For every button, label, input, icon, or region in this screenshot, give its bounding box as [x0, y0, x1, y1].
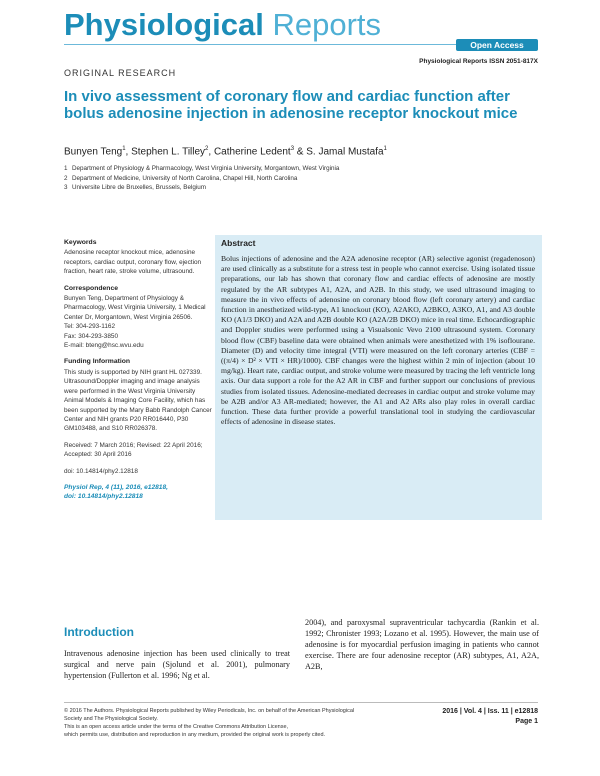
volume-info: 2016 | Vol. 4 | Iss. 11 | e12818: [442, 708, 538, 715]
abstract-text: Bolus injections of adenosine and the A2A adenosine receptor (AR) selective agonist (regadenoson) are used clinically as a substitute for a stress test in people who cannot exercise. Using isolated tissue preparations, our lab has shown that coronary flow and cardiac effects of adenosine are mostly regulated by the AR subtypes A1, A2A, and A2B. In this study, we used ultrasound imaging to measure the in vivo effects of adenosine on coronary blood flow (left coronary artery) and cardiac function in anesthetized wild-type, A1 knockout (KO), A2AKO, A2BKO, A3KO, A1, and A3 double KO (A1/3 DKO) and A2A and A2B double KO (A2A/2B DKO) mice in real time. Echocardiographic and Doppler studies were performed using a Visualsonic Vevo 2100 ultrasound system. Coronary blood flow (CBF) baseline data were obtained when animals were anesthetized with 1% isoflourane. Diameter (D) and velocity time integral (VTI) were measured on the left coronary arteries (CBF = ((π/4) × D² × VTI × HR)/1000). CBF changes were the highest within 2 min of injection (about 10 mg/kg). Heart rate, cardiac output, and stroke volume were measured by tracing the left ventricle long axis. Our data support a role for the A2 AR in CBF and further support our conclusions of previous studies from isolated tissues. Adenosine-mediated decreases in cardiac output and stroke volume may be A2B and/or A3 AR-mediated; however, the A1 and A2 ARs also play roles in overall cardiac function. These data further provide a powerful translational tool in studying the cardiovascular effects of adenosine in disease states.: [221, 254, 535, 427]
journal-title: [64, 8, 381, 42]
copyright: © 2016 The Authors. Physiological Reports published by Wiley Periodicals, Inc. on behalf of the American Physiological Society and The Physiological Society.: [64, 708, 355, 722]
body-column-right: 2004), and paroxysmal supraventricular tachycardia (Rankin et al. 1992; Chronister 1993; Lozano et al. 1995). However, the main use of adenosine is for myocardial perfusion imaging in patients who cannot exercise. There are four adenosine receptor (AR) subtypes, A1, A2A, A2B,: [305, 618, 539, 671]
abstract-heading: Abstract: [221, 238, 256, 248]
doi-link[interactable]: doi: 10.14814/phy2.12818: [64, 467, 138, 475]
license-line: This is an open access article under the terms of the Creative Commons Attribution License,: [64, 724, 289, 730]
citation-doi-link[interactable]: doi: 10.14814/phy2.12818: [64, 493, 143, 501]
author: Bunyen Teng: [64, 146, 123, 158]
correspondence: Bunyen Teng, Department of Physiology & Pharmacology, West Virginia University, 1 Medical Center Dr, Morgantown, West Virginia 26506.: [64, 295, 206, 321]
email-link[interactable]: E-mail: bteng@hsc.wvu.edu: [64, 342, 144, 350]
article-title: In vivo assessment of coronary flow and cardiac function after bolus adenosine injection in adenosine receptor knockout mice: [64, 88, 518, 122]
keywords-heading: Keywords: [64, 239, 97, 246]
fax: Fax: 304-293-3850: [64, 332, 119, 340]
affiliation: 2 Department of Medicine, University of North Carolina, Chapel Hill, North Carolina: [64, 174, 298, 182]
author-list: Bunyen Teng$^1$, Stephen L. Tilley$^2$, Catherine Ledent$^3$ & S. Jamal Mustafa$^1$: [64, 146, 387, 158]
correspondence-heading: Correspondence: [64, 284, 119, 292]
citation-line: Physiol Rep, 4 (11), 2016, e12818,: [64, 483, 168, 491]
affiliation: 3 Universite Libre de Bruxelles, Brussels, Belgium: [64, 184, 207, 191]
body-column-left: Intravenous adenosine injection has been used clinically to treat surgical and nerve pain (Sjolund et al. 2001), pulmonary hypertension (Fullerton et al. 1996; Ng et al.: [64, 649, 290, 680]
tel: Tel: 304-293-1162: [64, 323, 116, 331]
funding: This study is supported by NIH grant HL 027339. Ultrasound/Doppler imaging and image analysis were performed in the West Virginia University Animal Models & Imaging Core Facility, which has been supported by the Mary Babb Randolph Cancer Center and NIH grants P20 RR016440, P30 GM103488, and S10 RR026378.: [64, 368, 212, 433]
section-label: ORIGINAL RESEARCH: [64, 68, 177, 78]
journal-title-bold: Physiological: [64, 7, 264, 42]
footer-rule: [64, 702, 538, 703]
introduction-heading: Introduction: [64, 625, 134, 639]
keywords: Adenosine receptor knockout mice, adenosine receptors, cardiac output, coronary flow, ejection fraction, heart rate, stroke volume, ultrasound.: [64, 249, 202, 276]
open-access-badge: Open Access: [456, 39, 538, 51]
journal-title-light: Reports: [263, 7, 382, 42]
license-line: which permits use, distribution and reproduction in any medium, provided the original work is properly cited.: [64, 732, 326, 738]
sidebar: [64, 238, 214, 502]
dates: Received: 7 March 2016; Revised: 22 April 2016; Accepted: 30 April 2016: [64, 441, 203, 459]
author: S. Jamal Mustafa: [306, 146, 384, 158]
author: Catherine Ledent: [213, 146, 291, 158]
author: Stephen L. Tilley: [131, 146, 206, 158]
affiliation: 1 Department of Physiology & Pharmacology, West Virginia University, Morgantown, West Virginia: [64, 165, 340, 172]
footer-license: [64, 707, 364, 739]
issn: Physiological Reports ISSN 2051-817X: [419, 58, 538, 65]
page-number: Page 1: [515, 718, 538, 725]
footer-page-info: [442, 707, 538, 727]
affiliations: [64, 164, 339, 193]
funding-heading: Funding Information: [64, 358, 131, 366]
